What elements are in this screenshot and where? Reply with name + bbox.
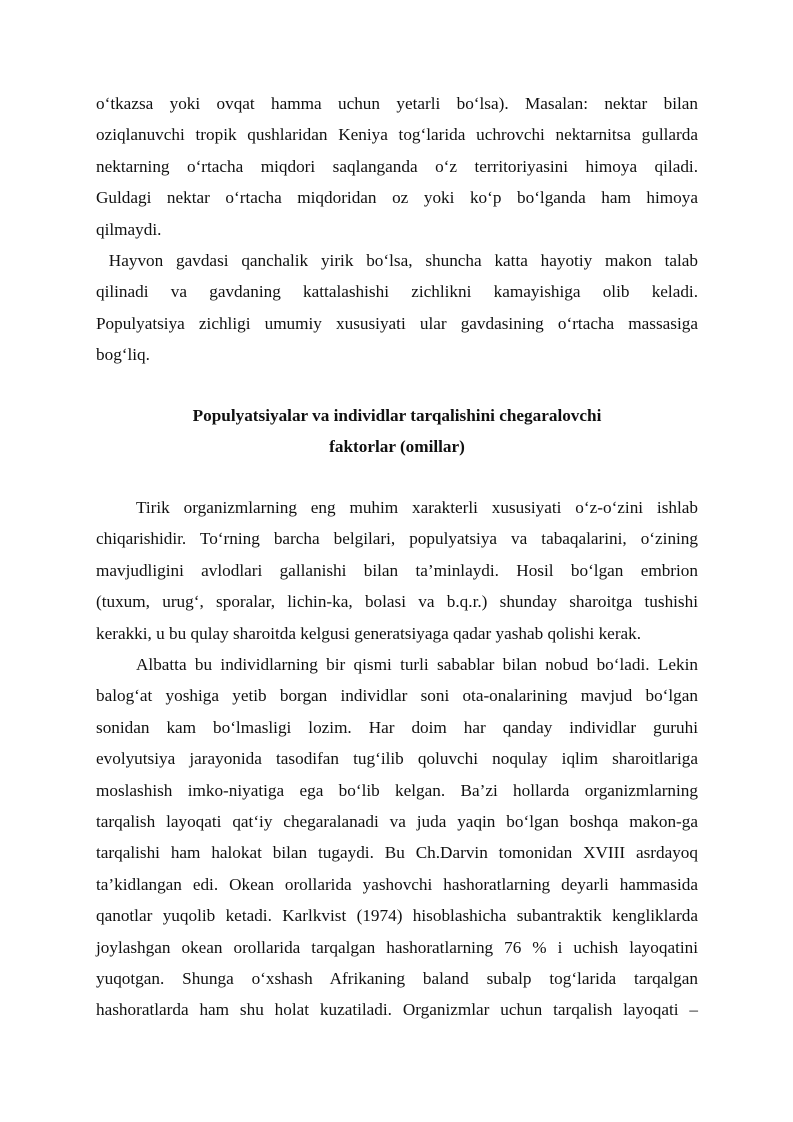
text-line: mavjudligini avlodlari gallanishi bilan ta’minlaydi. Hosil bo‘lgan embrion xyxy=(96,560,698,580)
text-line: kerakki, u bu qulay sharoitda kelgusi generatsiyaga qadar yashab qolishi kerak. xyxy=(96,623,642,643)
text-line: tarqalishi ham halokat bilan tugaydi. Bu Ch.Darvin tomonidan XVIII asrdayoq xyxy=(96,843,698,863)
text-line: qanotlar yuqolib ketadi. Karlkvist (1974) hisoblashicha subantraktik kengliklarda xyxy=(96,906,698,926)
text-line: evolyutsiya jarayonida tasodifan tug‘ilib qoluvchi noqulay iqlim sharoitlariga xyxy=(96,749,698,769)
text-line: Guldagi nektar o‘rtacha miqdoridan oz yoki ko‘p bo‘lganda ham himoya xyxy=(96,188,698,208)
text-line: chiqarishidir. To‘rning barcha belgilari, populyatsiya va tabaqalarini, o‘zining xyxy=(96,529,698,549)
text-line: Hayvon gavdasi qanchalik yirik bo‘lsa, shuncha katta hayotiy makon talab xyxy=(96,251,698,270)
section-heading xyxy=(96,400,698,463)
text-line: hashoratlarda ham shu holat kuzatiladi. Organizmlar uchun tarqalish layoqati – xyxy=(96,1000,698,1020)
text-line: qilmaydi. xyxy=(96,219,162,239)
text-line: moslashish imko-niyatiga ega bo‘lib kelgan. Ba’zi hollarda organizmlarning xyxy=(96,780,698,800)
heading-line: faktorlar (omillar) xyxy=(329,437,465,457)
text-line: Tirik organizmlarning eng muhim xarakterli xususiyati o‘z-o‘zini ishlab xyxy=(136,498,698,517)
paragraph-3 xyxy=(96,492,698,649)
text-line: Populyatsiya zichligi umumiy xususiyati ular gavdasining o‘rtacha massasiga xyxy=(96,313,698,333)
text-line: ta’kidlangan edi. Okean orollarida yashovchi hashoratlarning deyarli hammasida xyxy=(96,874,698,894)
text-line: (tuxum, urug‘, sporalar, lichin-ka, bolasi va b.q.r.) shunday sharoitga tushishi xyxy=(96,592,698,612)
heading-line: Populyatsiyalar va individlar tarqalishini chegaralovchi xyxy=(192,406,602,425)
paragraph-1 xyxy=(96,88,698,245)
text-line: sonidan kam bo‘lmasligi lozim. Har doim har qanday individlar guruhi xyxy=(96,717,698,737)
text-line: Albatta bu individlarning bir qismi turli sabablar bilan nobud bo‘ladi. Lekin xyxy=(136,655,698,674)
text-line: oziqlanuvchi tropik qushlaridan Keniya tog‘larida uchrovchi nektarnitsa gullarda xyxy=(96,125,698,145)
text-line: o‘tkazsa yoki ovqat hamma uchun yetarli bo‘lsa). Masalan: nektar bilan xyxy=(96,94,698,113)
text-line: tarqalish layoqati qat‘iy chegaralanadi va juda yaqin bo‘lgan boshqa makon-ga xyxy=(96,811,698,831)
paragraph-2 xyxy=(96,245,698,371)
text-line: yuqotgan. Shunga o‘xshash Afrikaning baland subalp tog‘larida tarqalgan xyxy=(96,968,698,988)
text-line: joylashgan okean orollarida tarqalgan hashoratlarning 76 % i uchish layoqatini xyxy=(96,937,698,957)
text-line: qilinadi va gavdaning kattalashishi zichlikni kamayishiga olib keladi. xyxy=(96,282,698,302)
paragraph-4 xyxy=(96,649,698,1026)
text-line: bog‘liq. xyxy=(96,345,150,365)
text-line: balog‘at yoshiga yetib borgan individlar soni ota-onalarining mavjud bo‘lgan xyxy=(96,686,698,706)
text-line: nektarning o‘rtacha miqdori saqlanganda o‘z territoriyasini himoya qiladi. xyxy=(96,156,698,176)
